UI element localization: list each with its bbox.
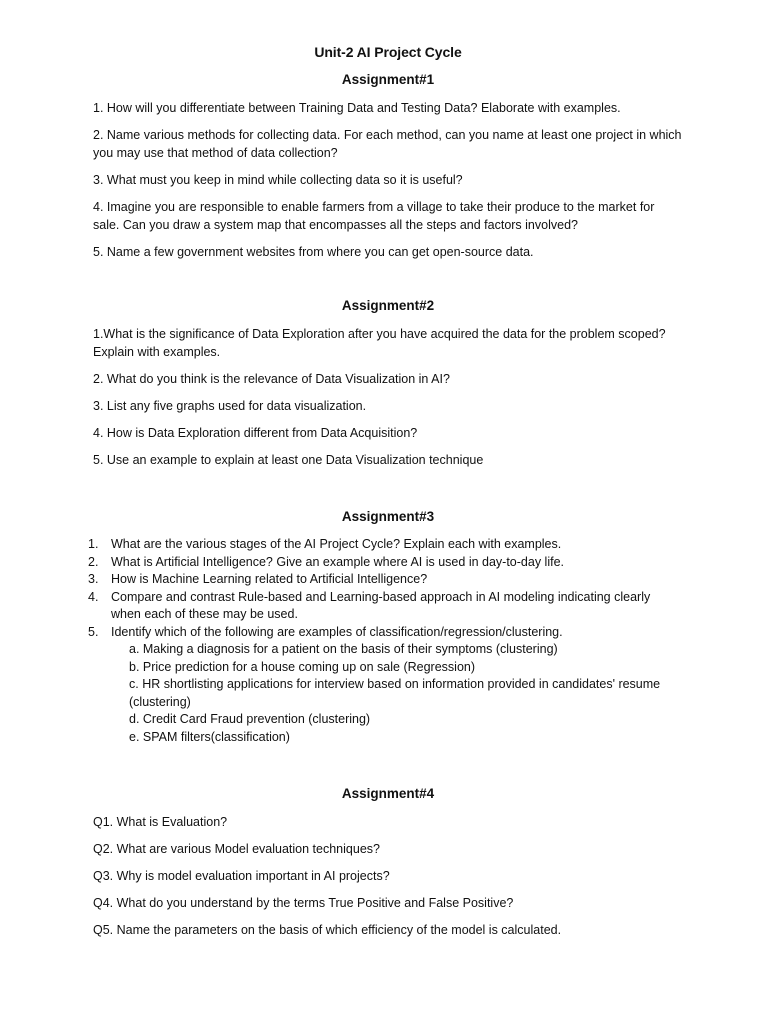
- list-item: [88, 571, 683, 589]
- document-body: [88, 42, 683, 939]
- assignment-1-question-3: 3. What must you keep in mind while collecting data so it is useful?: [93, 173, 463, 187]
- document-title: Unit-2 AI Project Cycle: [314, 44, 462, 60]
- sub-item-a: a. Making a diagnosis for a patient on the basis of their symptoms (clustering): [129, 642, 558, 656]
- assignment-4-question-5: Q5. Name the parameters on the basis of which efficiency of the model is calculated.: [93, 923, 562, 937]
- list-item: [88, 554, 683, 572]
- list-item-text: Identify which of the following are examples of classification/regression/clustering.: [111, 624, 563, 639]
- list-number: 5.: [88, 624, 99, 639]
- assignment-1-question-1: 1. How will you differentiate between Training Data and Testing Data? Elaborate with examples.: [93, 101, 621, 115]
- assignment-2-heading: Assignment#2: [341, 298, 435, 313]
- list-item-text: What is Artificial Intelligence? Give an example where AI is used in day-to-day life.: [111, 554, 564, 569]
- assignment-2-question-4: 4. How is Data Exploration different from Data Acquisition?: [93, 426, 418, 440]
- assignment-4-heading: Assignment#4: [341, 786, 435, 801]
- assignment-1-question-2: 2. Name various methods for collecting data. For each method, can you name at least one project in which you may use that method of data collection?: [93, 128, 682, 160]
- list-number: 3.: [88, 572, 99, 586]
- list-item: [88, 536, 683, 554]
- assignment-3-question-list: [88, 536, 683, 746]
- list-number: 1.: [88, 537, 99, 551]
- list-item-text: What are the various stages of the AI Project Cycle? Explain each with examples.: [111, 537, 562, 551]
- assignment-2-question-3: 3. List any five graphs used for data visualization.: [93, 399, 367, 413]
- assignment-1-question-5: 5. Name a few government websites from where you can get open-source data.: [93, 245, 534, 259]
- assignment-4-question-3: Q3. Why is model evaluation important in AI projects?: [93, 869, 390, 883]
- sub-item-d: d. Credit Card Fraud prevention (clustering): [129, 712, 371, 726]
- assignment-4-question-2: Q2. What are various Model evaluation techniques?: [93, 842, 380, 856]
- assignment-2-section: [93, 296, 683, 469]
- assignment-4-question-4: Q4. What do you understand by the terms True Positive and False Positive?: [93, 896, 514, 910]
- assignment-2-question-2: 2. What do you think is the relevance of Data Visualization in AI?: [93, 372, 450, 386]
- sub-item-e: e. SPAM filters(classification): [129, 729, 290, 744]
- assignment-3-sub-list: [111, 641, 683, 746]
- assignment-1-heading: Assignment#1: [341, 72, 435, 87]
- list-item: [88, 589, 683, 624]
- assignment-2-question-1: 1.What is the significance of Data Exploration after you have acquired the data for the problem scoped? Explain with examples.: [93, 327, 666, 359]
- list-number: 2.: [88, 554, 99, 569]
- list-item: [88, 624, 683, 747]
- assignment-1-section: [93, 70, 683, 261]
- assignment-3-section: [88, 507, 683, 746]
- list-number: 4.: [88, 589, 99, 604]
- list-item-text: How is Machine Learning related to Artificial Intelligence?: [111, 572, 428, 586]
- assignment-3-heading: Assignment#3: [341, 509, 435, 524]
- list-item-text: Compare and contrast Rule-based and Learning-based approach in AI modeling indicating clearly when each of these may be used.: [111, 589, 651, 621]
- assignment-2-question-5: 5. Use an example to explain at least one Data Visualization technique: [93, 453, 484, 467]
- assignment-1-question-4: 4. Imagine you are responsible to enable farmers from a village to take their produce to the market for sale. Can you draw a system map that encompasses all the steps and factors involved?: [93, 200, 655, 232]
- assignment-4-question-1: Q1. What is Evaluation?: [93, 815, 228, 829]
- sub-item-b: b. Price prediction for a house coming up on sale (Regression): [129, 659, 476, 674]
- sub-item-c: c. HR shortlisting applications for interview based on information provided in candidates' resume (clustering): [129, 677, 661, 709]
- assignment-4-section: [93, 784, 683, 939]
